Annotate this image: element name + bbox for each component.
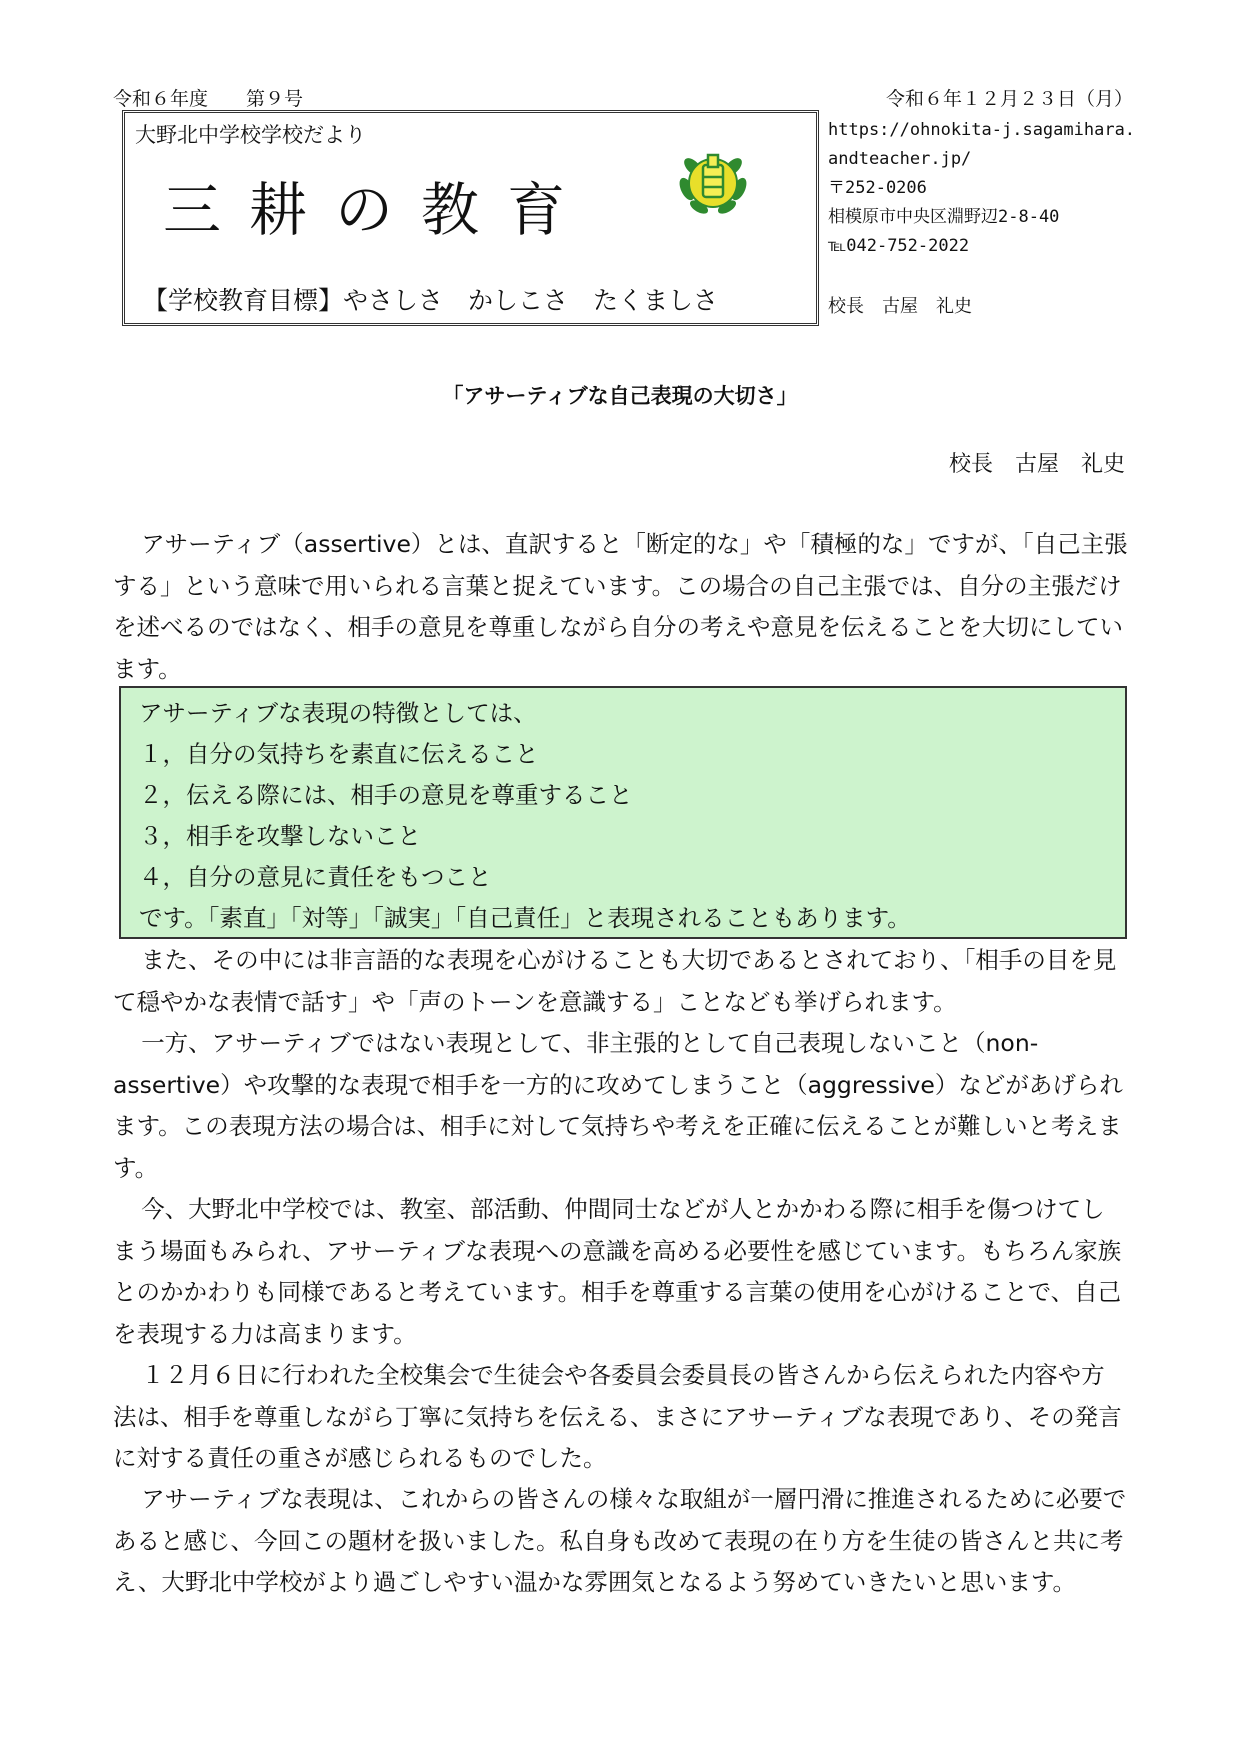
newsletter-title: 三耕の教育: [163, 176, 594, 244]
paragraph-4-text: 今、大野北中学校では、教室、部活動、仲間同士などが人とかかわる際に相手を傷つけてしまう場面もみられ、アサーティブな表現への意識を高める必要性を感じています。もちろん家族とのかかわりも同様であると考えています。相手を尊重する言葉の使用を心がけることで、自己を表現する力は高まります。: [113, 1195, 1122, 1348]
school-url-line1: https://ohnokita-j.sagamihara.: [828, 120, 1136, 140]
school-address: 相模原市中央区淵野辺2-8-40: [828, 207, 1060, 227]
masthead: [122, 110, 819, 326]
article-paragraph-2: [113, 940, 1128, 1023]
contact-info: [828, 116, 1135, 261]
school-url-line2: andteacher.jp/: [828, 149, 972, 169]
article-paragraph-3: [113, 1023, 1128, 1189]
school-emblem-icon: [673, 141, 753, 221]
paragraph-1-text: アサーティブ（assertive）とは、直訳すると「断定的な」や「積極的な」ですが、「自己主張する」という意味で用いられる言葉と捉えています。この場合の自己主張では、自分の主張だけを述べるのではなく、相手の意見を尊重しながら自分の考えや意見を伝えることを大切にしています。: [113, 530, 1128, 683]
postal-code: 〒252-0206: [828, 178, 927, 198]
article-paragraph-4: [113, 1189, 1128, 1355]
box-item-1: １，自分の気持ちを素直に伝えること: [139, 740, 539, 768]
box-intro: アサーティブな表現の特徴としては、: [139, 699, 537, 727]
article-paragraph-6: [113, 1479, 1128, 1604]
article-paragraph-1: [113, 524, 1128, 690]
paragraph-6-text: アサーティブな表現は、これからの皆さんの様々な取組が一層円滑に推進されるために必要であると感じ、今回この題材を扱いました。私自身も改めて表現の在り方を生徒の皆さんと共に考え、大野北中学校がより過ごしやすい温かな雰囲気となるよう努めていきたいと思います。: [113, 1485, 1127, 1596]
issue-date: 令和６年１２月２３日（月）: [885, 88, 1133, 110]
assertive-features-box: [119, 686, 1127, 939]
newsletter-subtitle: 大野北中学校学校だより: [135, 123, 366, 147]
box-item-4: ４，自分の意見に責任をもつこと: [139, 863, 492, 891]
school-goal: 【学校教育目標】やさしさ かしこさ たくましさ: [143, 286, 719, 315]
box-outro: です。「素直」「対等」「誠実」「自己責任」と表現されることもあります。: [139, 904, 911, 932]
box-item-3: ３，相手を攻撃しないこと: [139, 822, 421, 850]
box-item-2: ２，伝える際には、相手の意見を尊重すること: [139, 781, 633, 809]
telephone: ℡042-752-2022: [828, 236, 970, 256]
paragraph-3-text: 一方、アサーティブではない表現として、非主張的として自己表現しないこと（non-assertive）や攻撃的な表現で相手を一方的に攻めてしまうこと（aggressive）などがあげられます。この表現方法の場合は、相手に対して気持ちや考えを正確に伝えることが難しいと考えます。: [113, 1029, 1123, 1182]
article-paragraph-5: [113, 1355, 1128, 1480]
contact-principal: 校長 古屋 礼史: [828, 296, 972, 317]
article-title: 「アサーティブな自己表現の大切さ」: [442, 384, 798, 408]
paragraph-5-text: １２月６日に行われた全校集会で生徒会や各委員会委員長の皆さんから伝えられた内容や方法は、相手を尊重しながら丁寧に気持ちを伝える、まさにアサーティブな表現であり、その発言に対する責任の重さが感じられるものでした。: [113, 1361, 1122, 1472]
article-byline: 校長 古屋 礼史: [948, 452, 1125, 477]
paragraph-2-text: また、その中には非言語的な表現を心がけることも大切であるとされており、「相手の目を見て穏やかな表情で話す」や「声のトーンを意識する」ことなども挙げられます。: [113, 946, 1117, 1016]
issue-number: 令和６年度 第９号: [113, 88, 304, 110]
